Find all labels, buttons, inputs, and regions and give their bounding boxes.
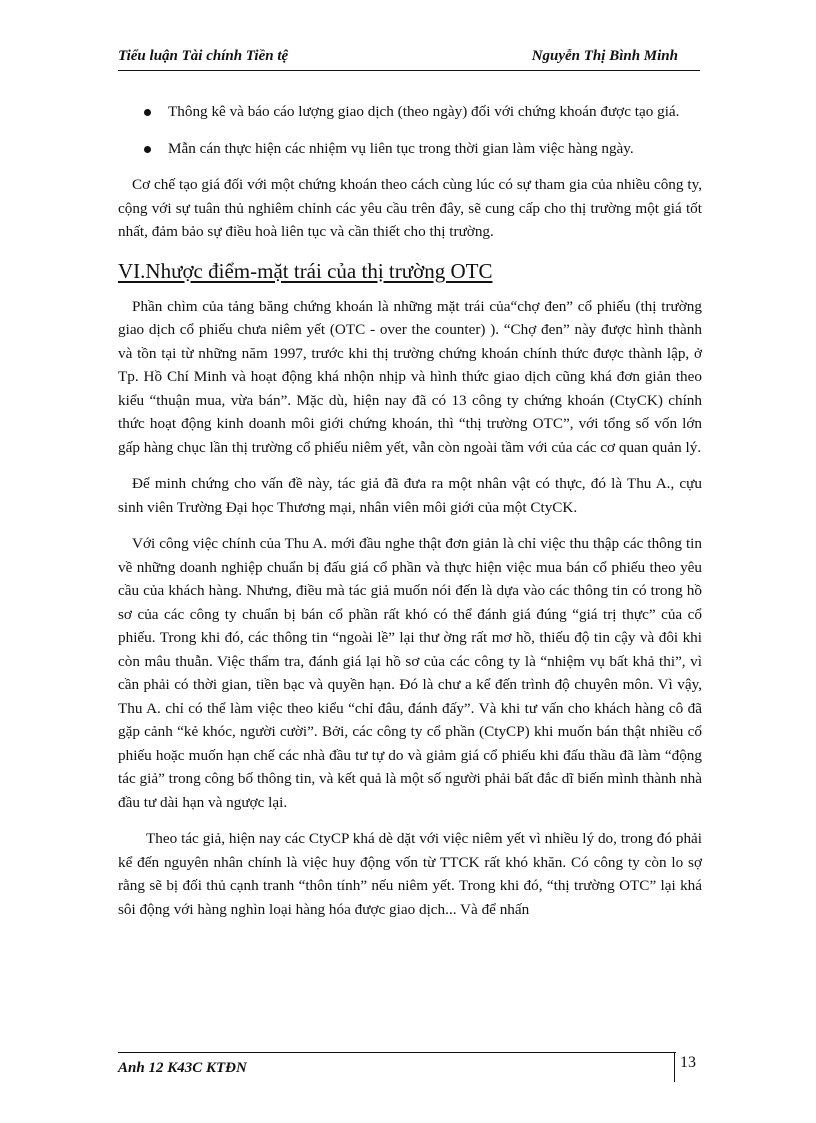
bullet-icon (144, 109, 151, 116)
intro-paragraph: Cơ chế tạo giá đối với một chứng khoán theo cách cùng lúc có sự tham gia của nhiều công ty, cộng với sự tuân thủ nghiêm chỉnh các yêu cầu trên đây, sẽ cung cấp cho thị trường một giá tốt nhất, đảm bảo sự điều hoà liên tục và cần thiết cho thị trường. (118, 176, 702, 240)
body-paragraph: Phần chìm của tảng băng chứng khoán là những mặt trái của“chợ đen” cổ phiếu (thị trường giao dịch cổ phiếu chưa niêm yết (OTC - over the counter) ). “Chợ đen” này được hình thành và tồn tại từ những năm 1997, trước khi thị trường chứng khoán chính thức được thành lập, ở Tp. Hồ Chí Minh và hoạt động khá nhộn nhịp và hình thức giao dịch cũng khá đơn giản theo kiểu “thuận mua, vừa bán”. Mặc dù, hiện nay đã có 13 công ty chứng khoán (CtyCK) chính thức hoạt động kinh doanh môi giới chứng khoán, thì “thị trường OTC”, với tổng số vốn lớn gấp hàng chục lần thị trường cổ phiếu niêm yết, vẫn còn ngoài tầm với của các cơ quan quản lý. (118, 297, 702, 456)
body-paragraph: Với công việc chính của Thu A. mới đầu nghe thật đơn giản là chỉ việc thu thập các thông tin về những doanh nghiệp chuẩn bị đấu giá cổ phần và thực hiện việc mua bán cổ phiếu theo yêu cầu của khách hàng. Nhưng, điều mà tác giả muốn nói đến là dựa vào các thông tin có trong hồ sơ của các công ty chuẩn bị bán cổ phần rất khó có thể đánh giá đúng “giá trị thực” của cổ phiếu. Trong khi đó, các thông tin “ngoài lề” lại thư ờng rất mơ hồ, thiếu độ tin cậy và đôi khi còn mâu thuẫn. Việc thẩm tra, đánh giá lại hồ sơ của các công ty là “nhiệm vụ bất khả thi”, vì cần phải có thời gian, tiền bạc và quyền hạn. Đó là chư a kể đến trình độ chuyên môn. Vì vậy, Thu A. chỉ có thể làm việc theo kiểu “chỉ đâu, đánh đấy”. Và khi tư vấn cho khách hàng cô đã gặp cảnh “kẻ khóc, người cười”. Bởi, các công ty cổ phần (CtyCP) khi muốn bán thật nhiều cổ phiếu hoặc muốn hạn chế các nhà đầu tư tự do và giảm giá cổ phiếu khi đấu thầu đã làm “động tác giả” trong công bố thông tin, và kết quả là một số người phải bất đắc dĩ biến mình thành nhà đầu tư dài hạn và ngược lại. (118, 535, 702, 811)
bullet-text: Thông kê và báo cáo lượng giao dịch (theo ngày) đối với chứng khoán được tạo giá. (168, 103, 680, 120)
header-author-name: Nguyễn Thị Bình Minh (531, 48, 678, 64)
header-divider (118, 70, 700, 71)
document-body (118, 100, 702, 934)
bullet-item (118, 100, 702, 124)
footer-class-label: Anh 12 K43C KTĐN (118, 1060, 247, 1076)
footer-separator (674, 1052, 675, 1082)
bullet-item (118, 137, 702, 161)
bullet-icon (144, 146, 151, 153)
section-heading: VI.Nhược điểm-mặt trái của thị trường OTC (118, 258, 493, 283)
page-number: 13 (680, 1054, 696, 1071)
body-paragraph: Theo tác giả, hiện nay các CtyCP khá dè dặt với việc niêm yết vì nhiều lý do, trong đó phải kể đến nguyên nhân chính là việc huy động vốn từ TTCK rất khó khăn. Có công ty còn lo sợ rằng sẽ bị đối thủ cạnh tranh “thôn tính” nếu niêm yết. Trong khi đó, “thị trường OTC” lại khá sôi động với hàng nghìn loại hàng hóa được giao dịch... Và để nhấn (118, 830, 702, 918)
header-course-title: Tiểu luận Tài chính Tiền tệ (118, 48, 289, 64)
bullet-text: Mẫn cán thực hiện các nhiệm vụ liên tục trong thời gian làm việc hàng ngày. (168, 139, 634, 157)
footer-divider (118, 1052, 676, 1053)
page-header (118, 48, 700, 70)
body-paragraph: Để minh chứng cho vấn đề này, tác giả đã đưa ra một nhân vật có thực, đó là Thu A., cựu sinh viên Trường Đại học Thương mại, nhân viên môi giới của một CtyCK. (118, 475, 702, 516)
